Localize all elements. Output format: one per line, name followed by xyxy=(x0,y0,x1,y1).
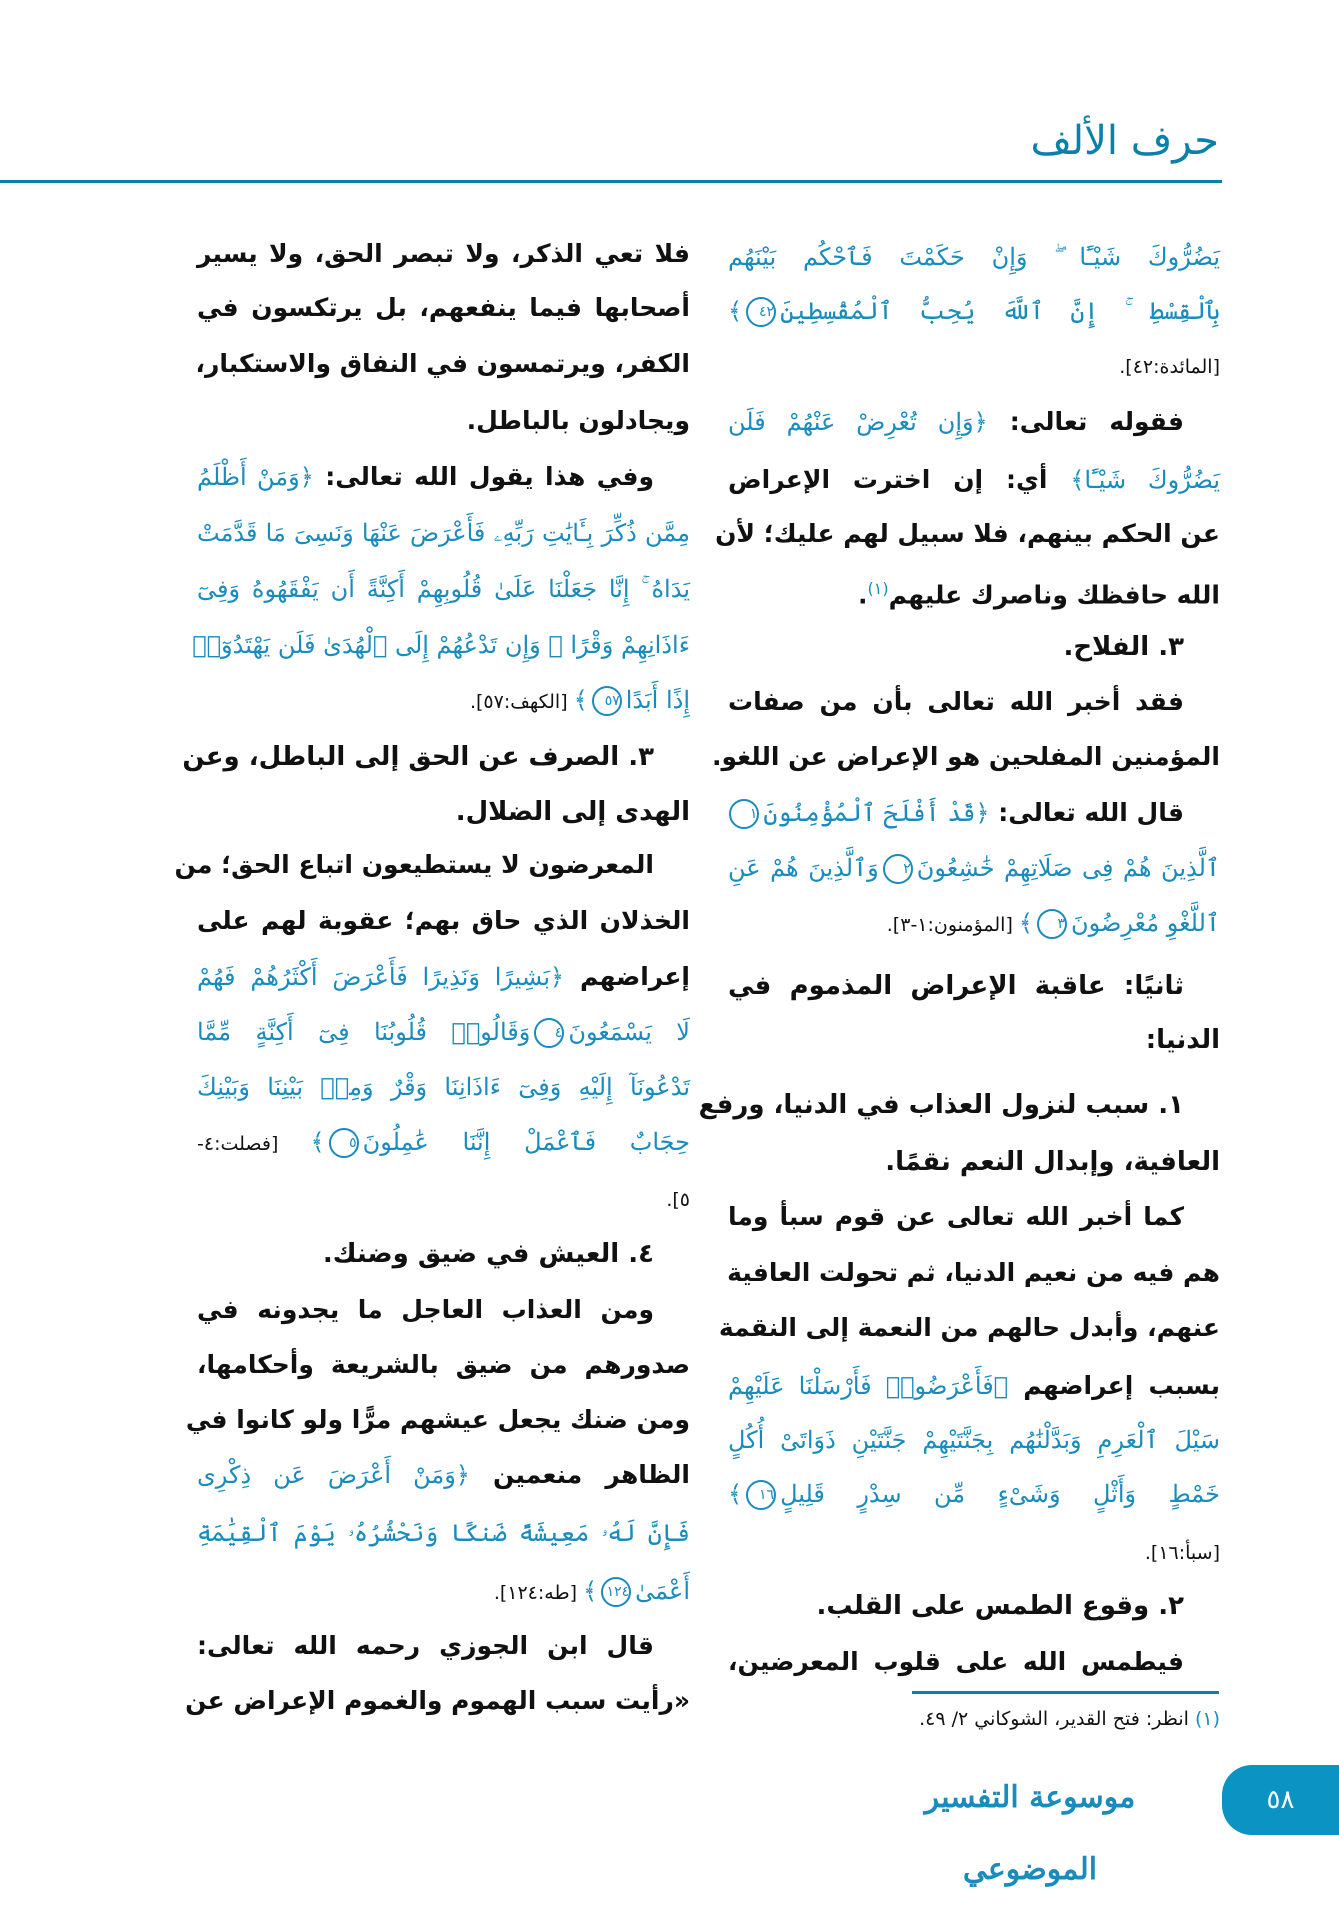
section-heading: ٤. العيش في ضيق وضنك. xyxy=(322,1239,654,1269)
text-line xyxy=(197,457,690,497)
text-line xyxy=(197,1626,690,1666)
text-line xyxy=(197,344,690,384)
page-number: ٥٨ xyxy=(1222,1765,1339,1835)
text-line xyxy=(712,737,1220,777)
ayah-number-marker: ١٦ xyxy=(746,1480,776,1510)
quran-verse: فَإِنَّ لَهُۥ مَعِيشَةً ضَنكًا وَنَحْشُرُهُۥ يَوْمَ ٱلْقِيَٰمَةِ xyxy=(197,1519,690,1547)
quran-verse: تَدْعُونَآ إِلَيْهِ وَفِىٓ ءَاذَانِنَا وَقْرٌ وَمِنۢ بَيْنِنَا وَبَيْنِكَ xyxy=(197,1073,690,1101)
quran-verse: أَعْمَىٰ xyxy=(635,1577,690,1605)
footnote xyxy=(919,1708,1220,1730)
text-line xyxy=(182,737,690,777)
text-line xyxy=(728,569,1220,609)
text-line xyxy=(728,966,1220,1006)
quran-verse: يَضُرُّوكَ شَيْـًٔا﴾ xyxy=(1070,466,1220,494)
text-line xyxy=(197,513,690,553)
body-text: وفي هذا يقول الله تعالى: xyxy=(313,462,654,491)
quran-verse: ﴿بَشِيرًا وَنَذِيرًا فَأَعْرَضَ أَكْثَرُهُمْ فَهُمْ xyxy=(197,963,565,991)
text-line xyxy=(728,1142,1220,1182)
body-text: الكفر، ويرتمسون في النفاق والاستكبار، xyxy=(195,349,690,378)
quran-verse: إِذًا أَبَدًا xyxy=(625,686,690,714)
quran-verse: ﴿فَأَعْرَضُوا۟ فَأَرْسَلْنَا عَلَيْهِمْ xyxy=(728,1372,1009,1400)
quran-verse: ﴾ xyxy=(728,1480,743,1508)
body-text: فقد أخبر الله تعالى بأن من صفات xyxy=(728,687,1184,716)
verse-reference: [سبأ:١٦]. xyxy=(1144,1542,1220,1564)
text-line xyxy=(718,1308,1220,1348)
text-line xyxy=(197,1234,690,1274)
section-heading: ٣. الصرف عن الحق إلى الباطل، وعن xyxy=(182,742,654,772)
text-line xyxy=(185,1400,690,1440)
text-line xyxy=(197,1122,690,1162)
text-line xyxy=(728,402,1220,442)
verse-reference: [الكهف:٥٧]. xyxy=(469,691,574,713)
text-line xyxy=(192,625,690,665)
quran-verse: ﴿وَإِن تُعْرِضْ عَنْهُمْ فَلَن xyxy=(728,408,988,436)
quran-verse: ءَاذَانِهِمْ وَقْرًا ۖ وَإِن تَدْعُهُمْ إِلَى ٱلْهُدَىٰ فَلَن يَهْتَدُوٓا۟ xyxy=(192,631,690,659)
footnote-text: انظر: فتح القدير، الشوكاني ٢/ ٤٩. xyxy=(919,1708,1195,1730)
body-text: الخذلان الذي حاق بهم؛ عقوبة لهم على xyxy=(197,906,690,935)
footnote-marker: (١) xyxy=(867,579,889,598)
text-line xyxy=(197,957,690,997)
text-line xyxy=(728,237,1220,277)
text-line xyxy=(197,401,690,441)
body-text: أصحابها فيما ينفعهم، بل يرتكسون في xyxy=(197,293,690,322)
text-line xyxy=(197,1513,690,1553)
text-line xyxy=(197,569,690,609)
text-line xyxy=(728,1474,1220,1514)
text-line xyxy=(197,1571,690,1611)
text-line xyxy=(185,1681,690,1721)
ayah-number-marker: ٤ xyxy=(534,1018,564,1048)
footnote-divider xyxy=(912,1691,1219,1694)
text-line xyxy=(728,345,1220,385)
footnote-number: (١) xyxy=(1194,1708,1220,1730)
text-line xyxy=(197,1455,690,1495)
section-heading: ١. سبب لنزول العذاب في الدنيا، ورفع xyxy=(698,1090,1184,1120)
body-text: هم فيه من نعيم الدنيا، ثم تحولت العافية xyxy=(727,1258,1220,1287)
ayah-number-marker: ١ xyxy=(729,799,759,829)
quran-verse: يَضُرُّوكَ شَيْـًٔا ۖ وَإِنْ حَكَمْتَ فَٱحْكُم بَيْنَهُم xyxy=(728,243,1220,271)
body-text: إعراضهم xyxy=(564,962,690,991)
quran-verse: ٱلَّذِينَ هُمْ فِى صَلَاتِهِمْ خَٰشِعُونَ xyxy=(916,854,1220,882)
verse-reference: [فصلت:٤- xyxy=(197,1133,311,1155)
body-text: فيطمس الله على قلوب المعرضين، xyxy=(728,1647,1184,1676)
verse-reference: ٥]. xyxy=(666,1189,690,1211)
text-line xyxy=(197,288,690,328)
body-text: المؤمنين المفلحين هو الإعراض عن اللغو. xyxy=(712,742,1220,771)
text-line xyxy=(728,1197,1220,1237)
text-line xyxy=(728,1020,1220,1060)
quran-verse: خَمْطٍ وَأَثْلٍ وَشَىْءٍ مِّن سِدْرٍ قَلِيلٍ xyxy=(780,1480,1220,1508)
section-heading: ٢. وقوع الطمس على القلب. xyxy=(816,1591,1184,1621)
quran-verse: وَقَالُوا۟ قُلُوبُنَا فِىٓ أَكِنَّةٍ مِّمَّا xyxy=(197,1018,531,1046)
body-text: صدورهم من ضيق بالشريعة وأحكامها، xyxy=(197,1350,690,1379)
quran-verse: بِٱلْقِسْطِ ۚ إِنَّ ٱللَّهَ يُحِبُّ ٱلْمُقْسِطِينَ xyxy=(780,297,1220,325)
quran-verse: ﴿وَمَنْ أَظْلَمُ xyxy=(197,463,314,491)
header-divider xyxy=(0,180,1222,183)
section-heading: ثانيًا: عاقبة الإعراض المذموم في xyxy=(728,971,1184,1001)
text-line xyxy=(728,460,1220,500)
section-heading: الهدى إلى الضلال. xyxy=(455,797,690,827)
text-line xyxy=(728,291,1220,331)
text-line xyxy=(728,1586,1220,1626)
text-line xyxy=(197,1178,690,1218)
quran-verse: ﴾ xyxy=(1018,909,1033,937)
quran-verse: ﴾ xyxy=(573,686,588,714)
quran-verse: لَا يَسْمَعُونَ xyxy=(568,1018,690,1046)
body-text: فقوله تعالى: xyxy=(987,407,1184,436)
text-line xyxy=(728,682,1220,722)
body-text: بسبب إعراضهم xyxy=(1008,1371,1220,1400)
quran-verse: حِجَابٌ فَٱعْمَلْ إِنَّنَا عَٰمِلُونَ xyxy=(362,1128,691,1156)
quran-verse: سَيْلَ ٱلْعَرِمِ وَبَدَّلْنَٰهُم بِجَنَّتَيْهِمْ جَنَّتَيْنِ ذَوَاتَىْ أُكُلٍ xyxy=(728,1426,1220,1454)
ayah-number-marker: ٣ xyxy=(1037,909,1067,939)
body-text: قال الله تعالى: xyxy=(989,798,1184,827)
quran-verse: ﴿قَدْ أَفْلَحَ ٱلْمُؤْمِنُونَ xyxy=(763,799,990,827)
section-heading: العافية، وإبدال النعم نقمًا. xyxy=(885,1147,1220,1177)
quran-verse: وَٱلَّذِينَ هُمْ عَنِ xyxy=(728,854,879,882)
text-line xyxy=(698,1085,1220,1125)
body-text: قال ابن الجوزي رحمه الله تعالى: xyxy=(197,1631,654,1660)
body-text: ومن ضنك يجعل عيشهم مرًّا ولو كانوا في xyxy=(185,1405,690,1434)
verse-reference: [المائدة:٤٢]. xyxy=(1119,356,1220,378)
text-line xyxy=(197,1067,690,1107)
quran-verse: ﴿وَمَنْ أَعْرَضَ عَن ذِكْرِى xyxy=(197,1461,470,1489)
body-text: «رأيت سبب الهموم والغموم الإعراض عن xyxy=(185,1686,690,1715)
text-line xyxy=(728,903,1220,943)
verse-reference: [طه:١٢٤]. xyxy=(493,1582,584,1604)
text-line xyxy=(197,680,690,720)
text-line xyxy=(197,1012,690,1052)
ayah-number-marker: ١٢٤ xyxy=(601,1577,631,1607)
ayah-number-marker: ٤٢ xyxy=(746,297,776,327)
ayah-number-marker: ٢ xyxy=(883,854,913,884)
text-line xyxy=(197,234,690,274)
body-text: ومن العذاب العاجل ما يجدونه في xyxy=(197,1295,654,1324)
quran-verse: يَدَاهُ ۚ إِنَّا جَعَلْنَا عَلَىٰ قُلُوبِهِمْ أَكِنَّةً أَن يَفْقَهُوهُ وَفِىٓ xyxy=(197,575,690,603)
encyclopedia-logo: موسوعة التفسير الموضوعي xyxy=(924,1780,1136,1887)
body-text: المعرضون لا يستطيعون اتباع الحق؛ من xyxy=(174,850,654,879)
section-heading: الدنيا: xyxy=(1145,1025,1220,1055)
body-text: كما أخبر الله تعالى عن قوم سبأ وما xyxy=(728,1202,1184,1231)
text-line xyxy=(728,793,1220,833)
ayah-number-marker: ٥٧ xyxy=(592,686,622,716)
body-text: أي: إن اخترت الإعراض xyxy=(728,465,1071,494)
text-line xyxy=(197,901,690,941)
body-text: فلا تعي الذكر، ولا تبصر الحق، ولا يسير xyxy=(197,239,690,268)
text-line xyxy=(197,1290,690,1330)
quran-verse: ﴾ xyxy=(728,297,743,325)
text-line xyxy=(197,1345,690,1385)
text-line xyxy=(174,845,690,885)
quran-verse: ٱللَّغْوِ مُعْرِضُونَ xyxy=(1070,909,1220,937)
quran-verse: ﴾ xyxy=(310,1128,325,1156)
text-line xyxy=(728,848,1220,888)
text-line xyxy=(728,1253,1220,1293)
text-line xyxy=(728,627,1220,667)
body-text: الظاهر منعمين xyxy=(469,1460,690,1489)
body-text: عن الحكم بينهم، فلا سبيل لهم عليك؛ لأن xyxy=(715,519,1220,548)
chapter-title: حرف الألف xyxy=(1030,118,1219,164)
text-line xyxy=(728,1642,1220,1682)
body-text: الله حافظك وناصرك عليهم xyxy=(888,580,1220,610)
verse-reference: [المؤمنون:١-٣]. xyxy=(886,914,1019,936)
body-text: عنهم، وأبدل حالهم من النعمة إلى النقمة xyxy=(718,1313,1220,1342)
quran-verse: ﴾ xyxy=(583,1577,598,1605)
text-line xyxy=(728,1366,1220,1406)
text-line xyxy=(715,514,1220,554)
text-line xyxy=(728,1420,1220,1460)
body-text: ويجادلون بالباطل. xyxy=(466,406,690,435)
text-line xyxy=(728,1531,1220,1571)
text-line xyxy=(197,792,690,832)
section-heading: ٣. الفلاح. xyxy=(1063,632,1184,662)
ayah-number-marker: ٥ xyxy=(329,1128,359,1158)
body-text: . xyxy=(858,580,868,610)
quran-verse: مِمَّن ذُكِّرَ بِـَٔايَٰتِ رَبِّهِۦ فَأَعْرَضَ عَنْهَا وَنَسِىَ مَا قَدَّمَتْ xyxy=(197,519,690,547)
